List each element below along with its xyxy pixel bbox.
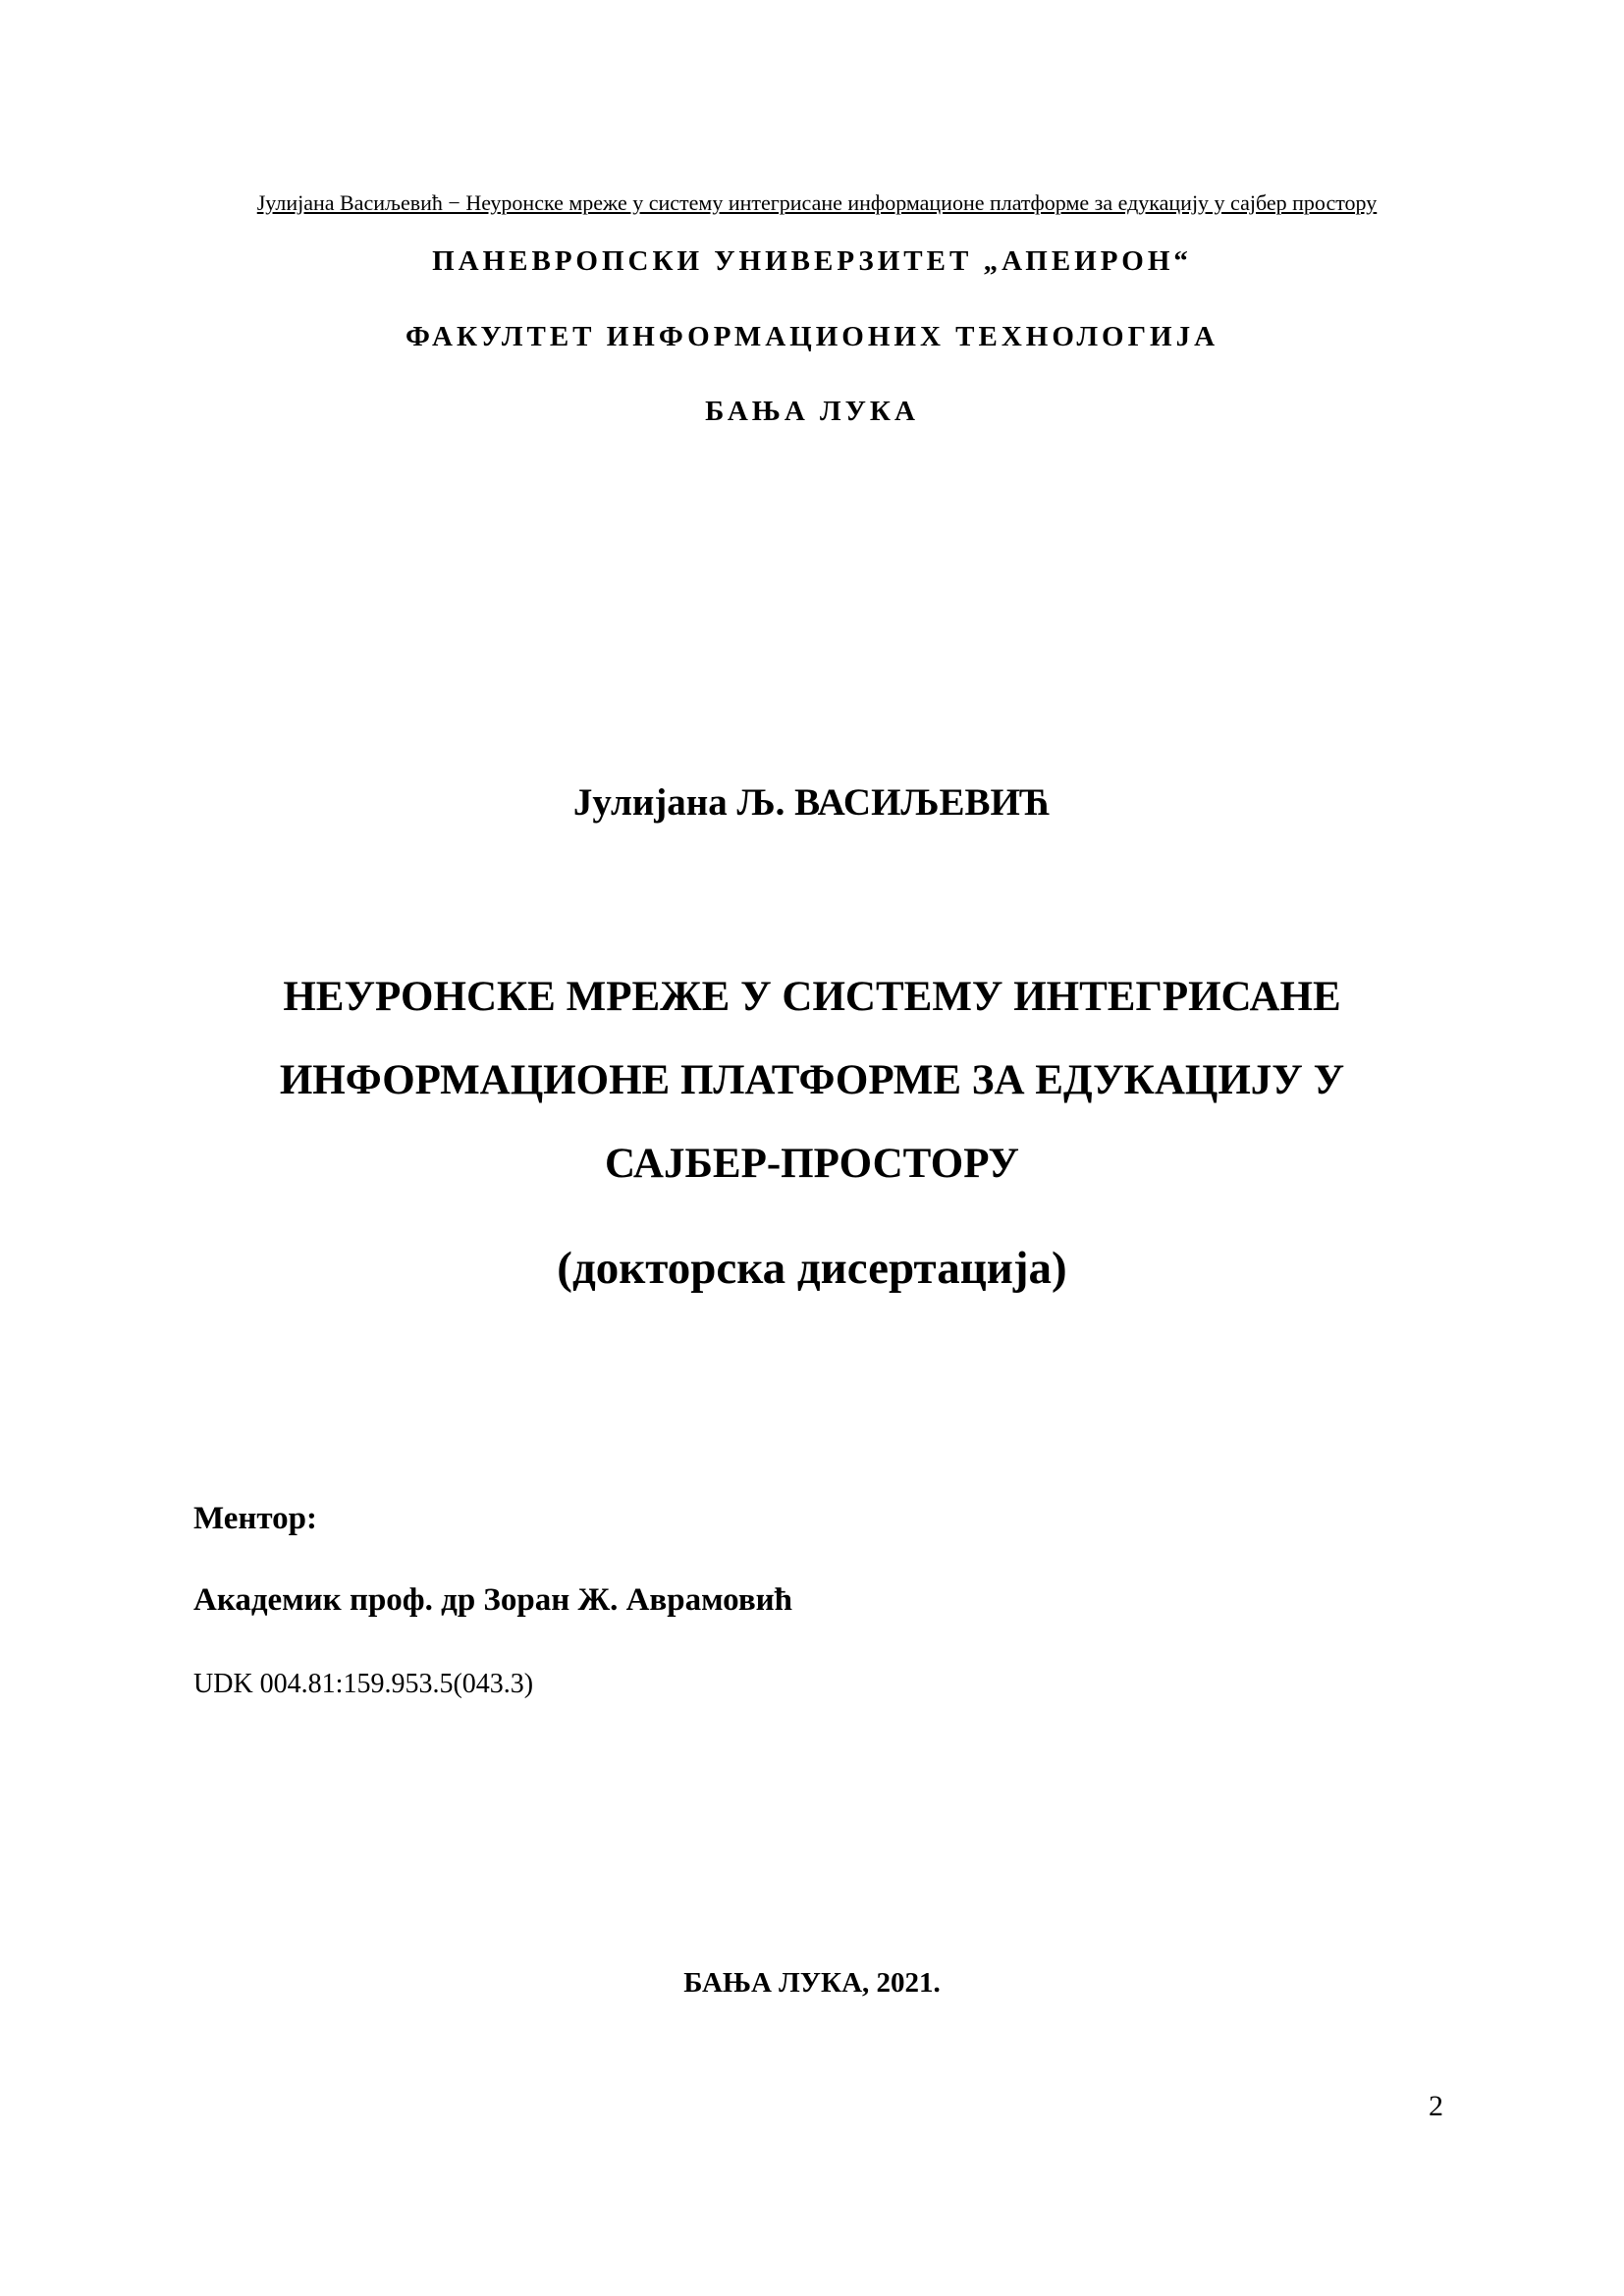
page-number: 2 (1429, 2090, 1443, 2122)
mentor-name: Академик проф. др Зоран Ж. Аврамовић (193, 1582, 793, 1618)
faculty-name: ФАКУЛТЕТ ИНФОРМАЦИОНИХ ТЕХНОЛОГИЈА (405, 321, 1219, 352)
thesis-title-line-1: НЕУРОНСКЕ МРЕЖЕ У СИСТЕМУ ИНТЕГРИСАНЕ (283, 974, 1341, 1020)
author-name: Јулијана Љ. ВАСИЉЕВИЋ (572, 781, 1052, 824)
thesis-title-line-2: ИНФОРМАЦИОНЕ ПЛАТФОРМЕ ЗА ЕДУКАЦИЈУ У (279, 1057, 1345, 1103)
running-header: Јулијана Васиљевић − Неуронске мреже у систему интегрисане информационе платформе за едукацију у сајбер простору (256, 190, 1378, 215)
university-name: ПАНЕВРОПСКИ УНИВЕРЗИТЕТ „АПЕИРОН“ (432, 245, 1192, 277)
udk-classification: UDK 004.81:159.953.5(043.3) (193, 1669, 534, 1699)
thesis-subtitle: (докторска дисертација) (557, 1243, 1067, 1294)
mentor-label: Ментор: (193, 1501, 317, 1536)
institution-city: БАЊА ЛУКА (705, 396, 919, 427)
place-and-year: БАЊА ЛУКА, 2021. (683, 1967, 941, 1999)
thesis-title-line-3: САЈБЕР-ПРОСТОРУ (605, 1141, 1019, 1187)
